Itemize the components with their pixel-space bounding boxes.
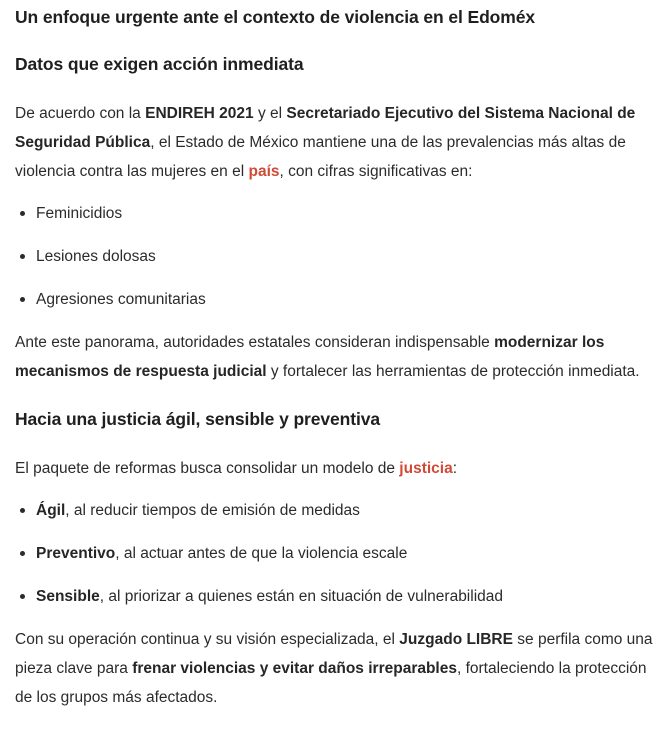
list-modelo-justicia bbox=[15, 496, 655, 611]
text-segment: , al reducir tiempos de emisión de medidas bbox=[65, 502, 360, 519]
text-segment: y el bbox=[253, 105, 287, 122]
bold-secretariado: Secretariado Ejecutivo del Sistema Nacional de Seguridad Pública bbox=[15, 105, 636, 151]
bold-sensible: Sensible bbox=[36, 588, 100, 605]
list-item-preventivo bbox=[15, 539, 655, 568]
list-cifras bbox=[15, 199, 655, 314]
bold-modernizar: modernizar los mecanismos de respuesta judicial bbox=[15, 334, 605, 380]
paragraph-datos-closing bbox=[15, 328, 655, 386]
section-heading-contexto: Un enfoque urgente ante el contexto de violencia en el Edoméx bbox=[15, 7, 535, 27]
list-item-feminicidios: Feminicidios bbox=[15, 199, 655, 228]
bold-preventivo: Preventivo bbox=[36, 545, 116, 562]
list-item-agil bbox=[15, 496, 655, 525]
link-justicia[interactable]: justicia bbox=[399, 460, 453, 477]
list-item-sensible bbox=[15, 582, 655, 611]
bold-agil: Ágil bbox=[36, 502, 66, 519]
section-heading-justicia: Hacia una justicia ágil, sensible y preventiva bbox=[15, 409, 381, 429]
bold-frenar-violencias: frenar violencias y evitar daños irreparables bbox=[132, 660, 457, 677]
bold-endireh-2021: ENDIREH 2021 bbox=[145, 105, 254, 122]
text-segment: y fortalecer las herramientas de protección inmediata. bbox=[266, 363, 640, 380]
text-segment: , al actuar antes de que la violencia escale bbox=[115, 545, 408, 562]
text-segment: De acuerdo con la bbox=[15, 105, 146, 122]
section-heading-datos: Datos que exigen acción inmediata bbox=[15, 54, 304, 74]
text-segment: : bbox=[452, 460, 458, 477]
link-pais[interactable]: país bbox=[248, 163, 280, 180]
paragraph-justicia-closing bbox=[15, 625, 655, 712]
text-segment: , al priorizar a quienes están en situación de vulnerabilidad bbox=[99, 588, 503, 605]
text-segment: , con cifras significativas en: bbox=[279, 163, 473, 180]
text-segment: , fortaleciendo la protección de los grupos más afectados. bbox=[15, 660, 647, 706]
bold-juzgado-libre: Juzgado LIBRE bbox=[399, 631, 513, 648]
text-segment: Con su operación continua y su visión especializada, el bbox=[15, 631, 400, 648]
list-item-agresiones: Agresiones comunitarias bbox=[15, 285, 655, 314]
paragraph-datos-intro bbox=[15, 99, 655, 186]
text-segment: se perfila como una pieza clave para bbox=[15, 631, 653, 677]
text-segment: Ante este panorama, autoridades estatales consideran indispensable bbox=[15, 334, 495, 351]
text-segment: , el Estado de México mantiene una de las prevalencias más altas de violencia contra las mujeres en el bbox=[15, 134, 626, 180]
paragraph-justicia-intro bbox=[15, 454, 655, 483]
text-segment: El paquete de reformas busca consolidar un modelo de bbox=[15, 460, 400, 477]
list-item-lesiones: Lesiones dolosas bbox=[15, 242, 655, 271]
